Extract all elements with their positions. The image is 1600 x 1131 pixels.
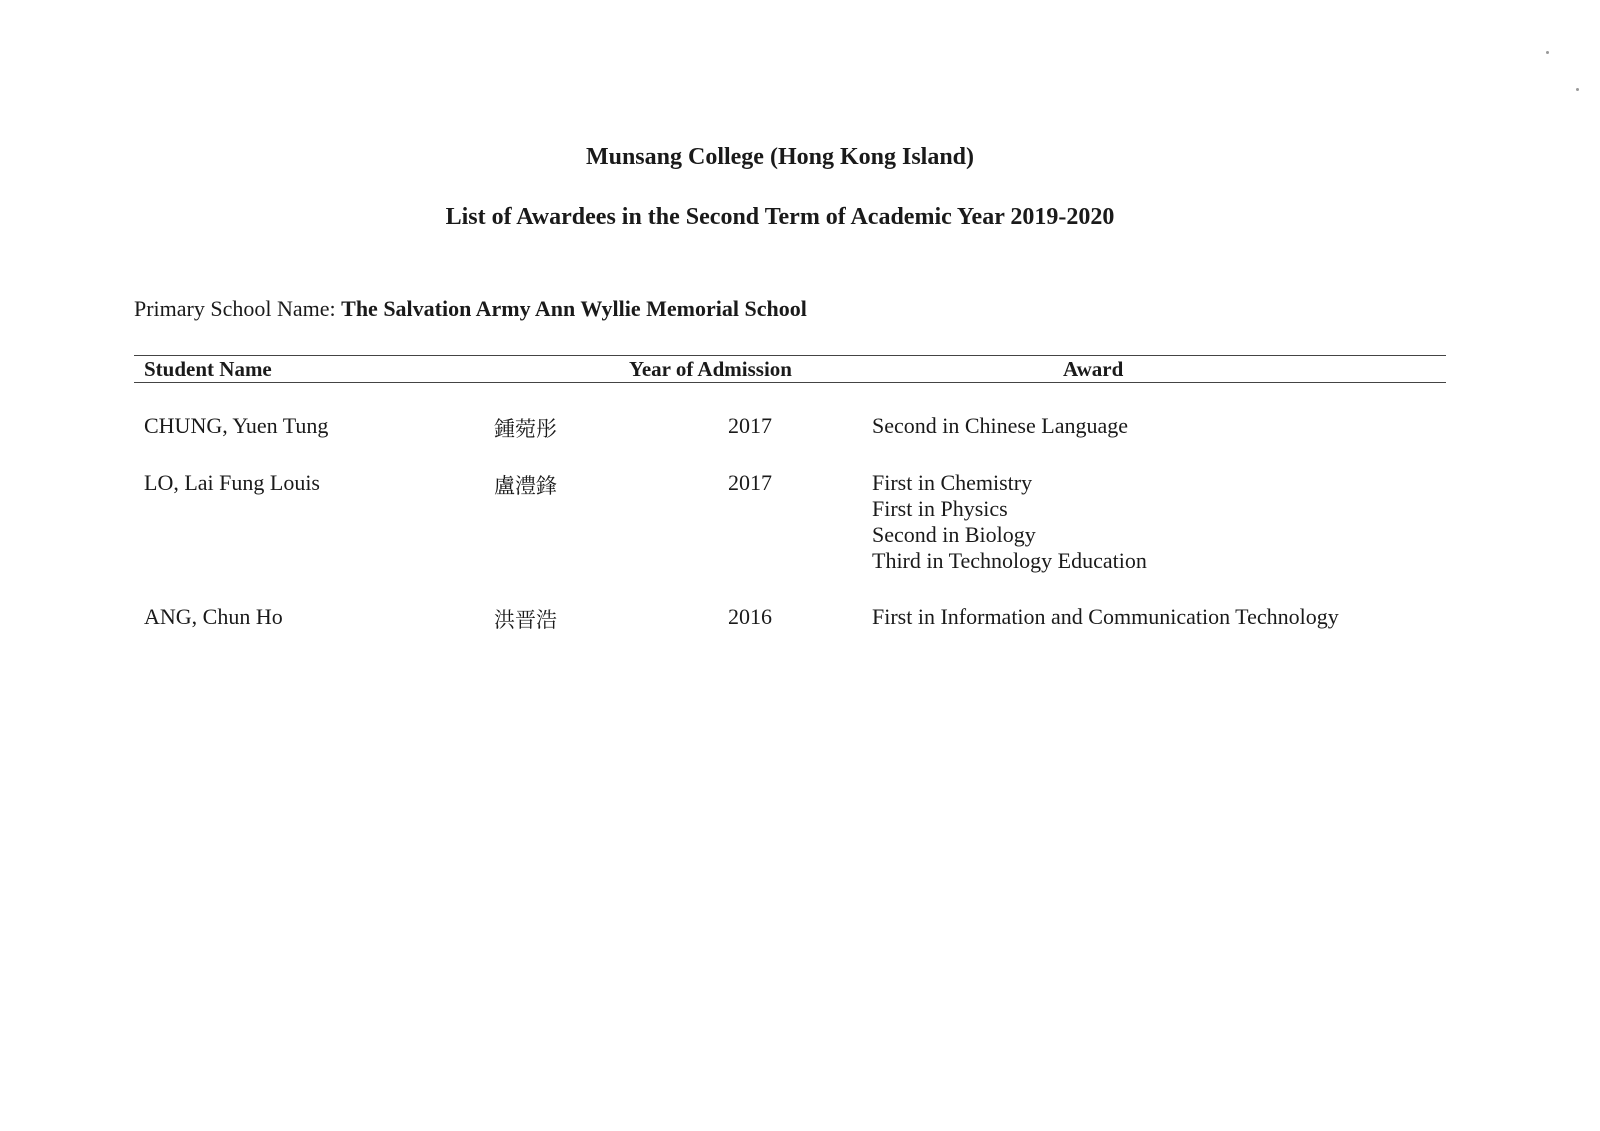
student-chinese-name: 洪晋浩 xyxy=(494,608,557,632)
award-list xyxy=(872,413,1128,439)
header-student-name: Student Name xyxy=(144,357,272,381)
student-chinese-name: 盧澧鋒 xyxy=(494,474,557,498)
award-item: Second in Biology xyxy=(872,522,1036,547)
scan-speck xyxy=(1546,51,1549,54)
award-item: Second in Chinese Language xyxy=(872,413,1128,438)
table-header-bottom-rule xyxy=(134,382,1446,383)
header-year-of-admission: Year of Admission xyxy=(629,357,792,381)
student-name: CHUNG, Yuen Tung xyxy=(144,413,329,438)
table-header-top-rule xyxy=(134,355,1446,356)
student-name: ANG, Chun Ho xyxy=(144,604,283,629)
year-of-admission: 2017 xyxy=(728,470,772,495)
school-label: Primary School Name: xyxy=(134,296,336,321)
document-subtitle: List of Awardees in the Second Term of Academic Year 2019-2020 xyxy=(445,204,1115,230)
school-name: The Salvation Army Ann Wyllie Memorial School xyxy=(341,296,807,321)
student-name: LO, Lai Fung Louis xyxy=(144,470,320,495)
document-title: Munsang College (Hong Kong Island) xyxy=(585,144,975,170)
year-of-admission: 2017 xyxy=(728,413,772,438)
header-award: Award xyxy=(1063,357,1124,381)
award-list xyxy=(872,604,1339,630)
award-item: First in Information and Communication Technology xyxy=(872,604,1339,629)
award-item: First in Chemistry xyxy=(872,470,1033,495)
year-of-admission: 2016 xyxy=(728,604,772,629)
award-item: First in Physics xyxy=(872,496,1008,521)
student-chinese-name: 鍾菀彤 xyxy=(494,417,557,441)
school-line xyxy=(134,296,807,322)
award-list xyxy=(872,470,1147,574)
scan-speck xyxy=(1576,88,1579,91)
award-item: Third in Technology Education xyxy=(872,548,1147,573)
